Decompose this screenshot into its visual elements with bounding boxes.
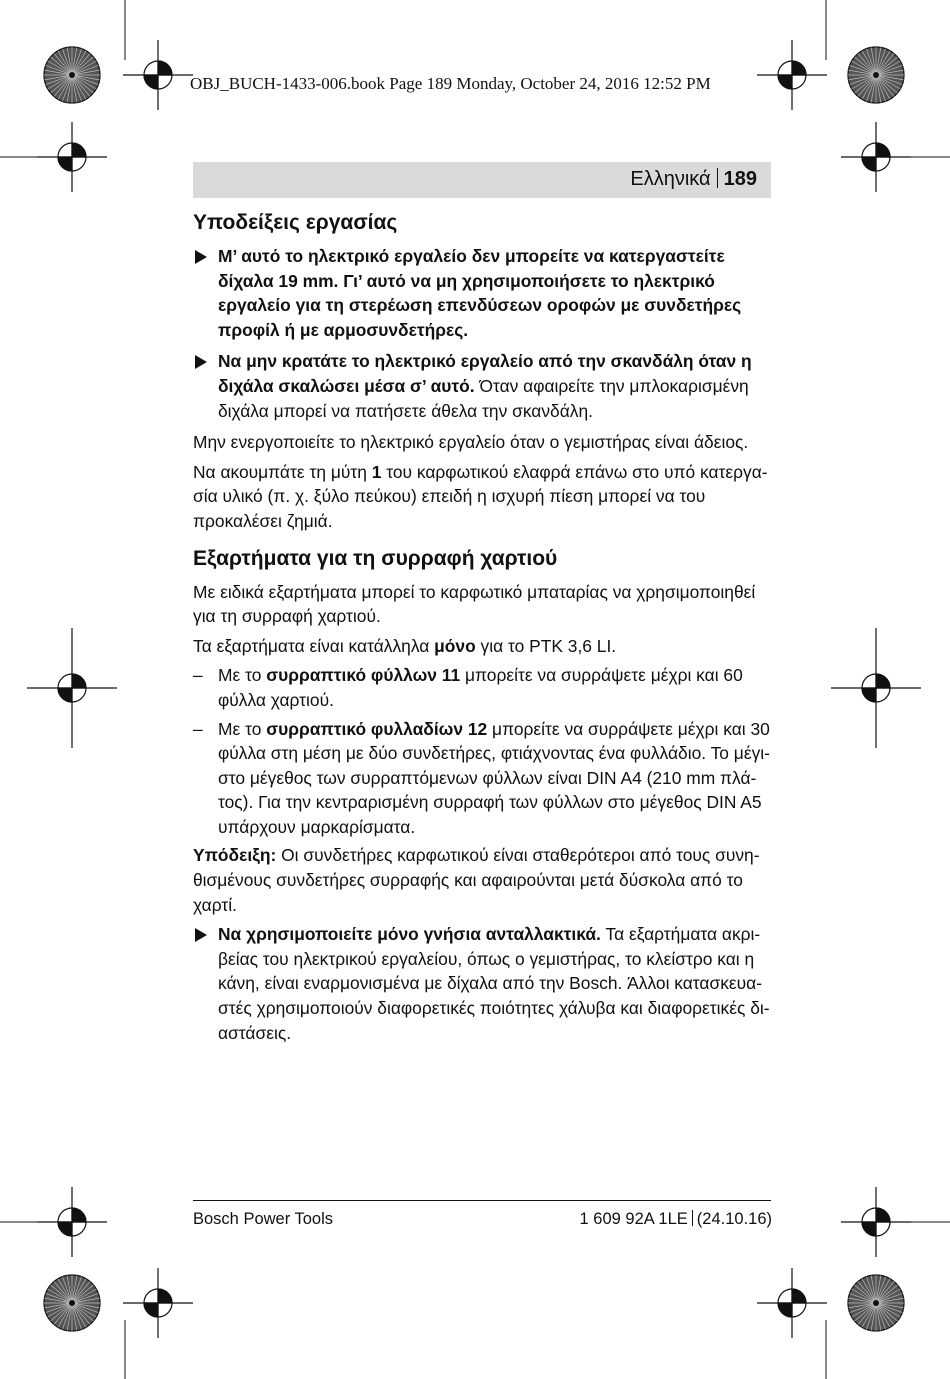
text-run: μπορείτε να συρράψετε μέχρι και 60 φύλλα χαρτιού. — [218, 665, 743, 710]
bullet-text: Μ’ αυτό το ηλεκτρικό εργαλείο δεν μπορείτε να κατεργαστείτε δίχαλα 19 mm. Γι’ αυτό να μη χρησιμοποιήσετε το ηλεκτρικό εργαλείο για τη στερέωση επενδύσεων οροφών με συνδετήρες προφίλ ή με αρμοσυνδετήρες. — [218, 246, 742, 340]
note-label: Υπόδειξη: — [193, 845, 277, 866]
text-run: του καρφωτικού ελαφρά επάνω στο υπό κατεργασία υλικό (π. χ. ξύλο πεύκου) επειδή η ισχυρή πίεση μπορεί να του προκαλέσει ζημιά. — [193, 461, 768, 531]
crosshair-registration-icon — [123, 40, 193, 110]
text-run: Τα εξαρτήματα είναι κατάλληλα — [193, 635, 435, 656]
text-run: Με το — [218, 718, 267, 739]
language-label: Ελληνικά — [630, 168, 711, 190]
doc-code: 1 609 92A 1LE — [579, 1210, 688, 1228]
dash-marker: – — [193, 665, 203, 686]
safety-bullet — [193, 244, 773, 342]
bold-text: συρραπτικό φυλλαδίων 12 — [266, 718, 488, 739]
safety-bullet — [193, 349, 773, 423]
dash-marker: – — [193, 718, 203, 739]
text-run: για το PTK 3,6 LI. — [475, 635, 617, 656]
text-run: Με το — [218, 665, 267, 686]
section-heading-paper-stapling: Εξαρτήματα για τη συρραφή χαρτιού — [193, 546, 558, 570]
bullet-bold-text: Να μην κρατάτε το ηλεκτρικό εργαλείο από την σκανδάλη όταν η διχάλα σκαλώσει μέσα σ’ αυτό. — [218, 351, 752, 396]
note-paragraph — [193, 843, 773, 917]
radial-target-icon — [44, 1275, 100, 1331]
header-separator — [717, 168, 718, 188]
triangle-bullet-icon — [195, 250, 207, 264]
page-header-text — [630, 168, 757, 191]
footer-doc-code — [580, 1210, 772, 1229]
list-item — [193, 663, 773, 712]
text-run: μπορείτε να συρράψετε μέχρι και 30 φύλλα στη μέση με δύο συνδετήρες, φτιάχνοντας ένα φυλλάδιο. Το μέγιστο μέγεθος των συρραπτόμενων φύλλων είναι DIN A4 (210 mm πλάτος). Για την κεντραρισμένη συρραφή των φύλλων στο μέγεθος DIN A5 υπάρχουν μαρκαρίσματα. — [218, 718, 770, 837]
paragraph — [193, 460, 773, 534]
radial-target-icon — [848, 47, 904, 103]
paragraph: Με ειδικά εξαρτήματα μπορεί το καρφωτικό μπαταρίας να χρησιμοποιηθεί για τη συρραφή χαρτιού. — [193, 581, 756, 627]
print-slug-line: OBJ_BUCH-1433-006.book Page 189 Monday, October 24, 2016 12:52 PM — [190, 74, 711, 93]
bullet-text: Όταν αφαιρείτε την μπλοκαρισμένη διχάλα μπορεί να πατήσετε άθελα την σκανδάλη. — [218, 375, 749, 421]
crosshair-registration-icon — [27, 628, 117, 748]
crosshair-registration-icon — [757, 1268, 827, 1338]
radial-target-icon — [44, 47, 100, 103]
footer-brand: Bosch Power Tools — [193, 1210, 334, 1228]
bullet-bold-text: Να χρησιμοποιείτε μόνο γνήσια ανταλλακτικά. — [218, 924, 601, 945]
paragraph: Μην ενεργοποιείτε το ηλεκτρικό εργαλείο όταν ο γεμιστήρας είναι άδειος. — [193, 432, 749, 453]
bullet-text: Τα εξαρτήματα ακριβείας του ηλεκτρικού εργαλείου, όπως ο γεμιστήρας, το κλείστρο και η κάνη, είναι εναρμονισμένα με δίχαλα από την Bosch. Άλλοι κατασκευαστές χρησιμοποιούν διαφορετικές ποιότητες χάλυβα και διαφορετικές διαστάσεις. — [218, 924, 770, 1043]
bold-text: συρραπτικό φύλλων 11 — [266, 665, 461, 686]
radial-target-icon — [848, 1275, 904, 1331]
crosshair-registration-icon — [841, 122, 911, 192]
crosshair-registration-icon — [37, 122, 107, 192]
page-body — [193, 208, 773, 1052]
crosshair-registration-icon — [831, 628, 921, 748]
footer-separator — [692, 1210, 693, 1226]
text-run: Να ακουμπάτε τη μύτη — [193, 461, 372, 482]
crosshair-registration-icon — [37, 1187, 107, 1257]
safety-bullet — [193, 922, 773, 1045]
triangle-bullet-icon — [195, 928, 207, 942]
bold-text: μόνο — [434, 635, 476, 656]
footer-rule — [193, 1200, 771, 1201]
page-header-bar — [193, 162, 771, 198]
section-heading-work-tips: Υποδείξεις εργασίας — [193, 211, 398, 234]
doc-date: (24.10.16) — [696, 1210, 772, 1228]
page-number: 189 — [723, 168, 757, 190]
crosshair-registration-icon — [841, 1187, 911, 1257]
triangle-bullet-icon — [195, 355, 207, 369]
note-text: Οι συνδετήρες καρφωτικού είναι σταθερότεροι από τους συνηθισμένους συνδετήρες συρραφής και αφαιρούνται μετά δύσκολα από το χαρτί. — [193, 845, 760, 915]
crosshair-registration-icon — [123, 1268, 193, 1338]
paragraph — [193, 634, 773, 659]
reference-number: 1 — [371, 461, 382, 482]
list-item — [193, 717, 773, 840]
